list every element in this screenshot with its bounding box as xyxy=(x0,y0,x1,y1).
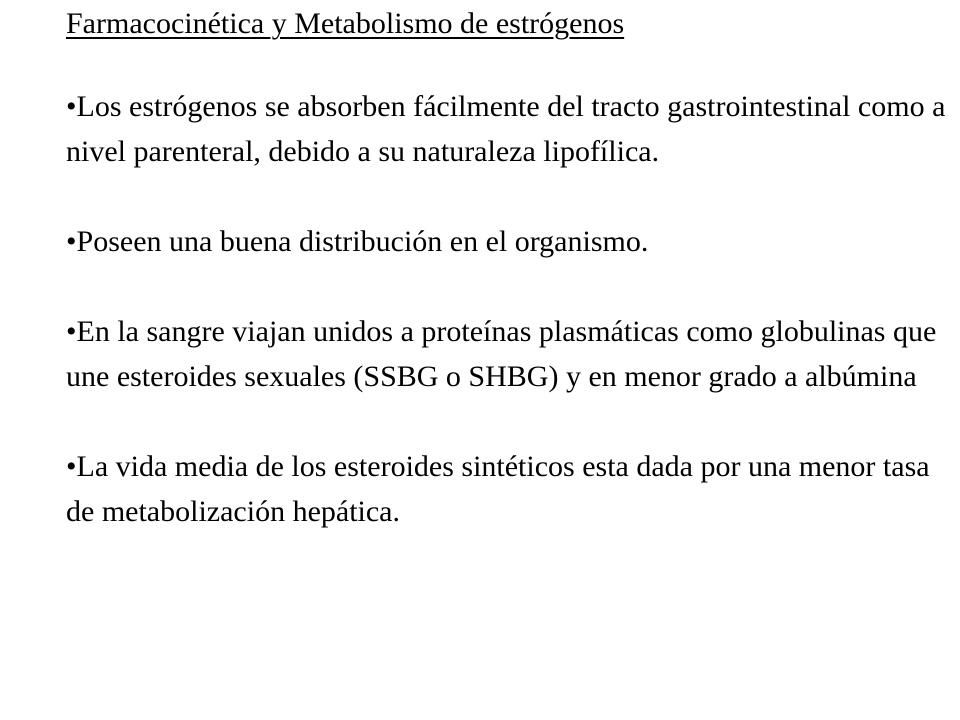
bullet-dot-icon: • xyxy=(66,315,77,348)
bullet-text: Poseen una buena distribución en el organismo. xyxy=(76,225,649,258)
bullet-text: En la sangre viajan unidos a proteínas plasmáticas como globulinas que une esteroides sexuales (SSBG o SHBG) y en menor grado a albúmina xyxy=(66,315,937,393)
bullet-item-distribution xyxy=(66,219,946,264)
bullet-list xyxy=(66,84,946,534)
bullet-text: Los estrógenos se absorben fácilmente del tracto gastrointestinal como a nivel parenteral, debido a su naturaleza lipofílica. xyxy=(66,90,946,168)
slide-content xyxy=(66,4,946,534)
bullet-dot-icon: • xyxy=(66,90,77,123)
bullet-dot-icon: • xyxy=(66,450,77,483)
bullet-item-absorption xyxy=(66,84,946,174)
bullet-text: La vida media de los esteroides sintéticos esta dada por una menor tasa de metabolización hepática. xyxy=(66,450,930,528)
bullet-item-transport xyxy=(66,309,946,399)
bullet-dot-icon: • xyxy=(66,225,77,258)
slide-title: Farmacocinética y Metabolismo de estrógenos xyxy=(66,7,625,40)
bullet-item-half-life xyxy=(66,444,946,534)
